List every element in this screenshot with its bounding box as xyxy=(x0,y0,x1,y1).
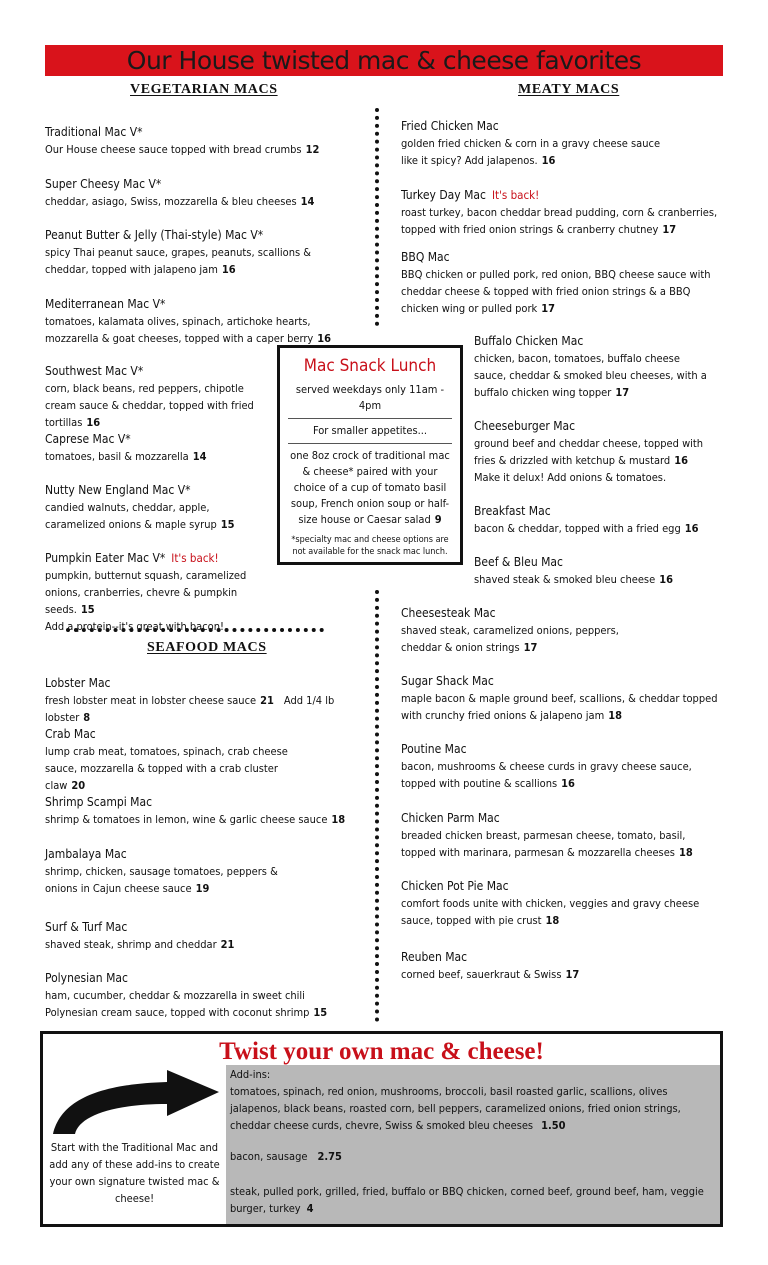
menu-item xyxy=(401,118,661,169)
item-desc: ground beef and cheddar cheese, topped with fries & drizzled with ketchup & mustard xyxy=(474,437,704,467)
menu-item xyxy=(45,296,350,347)
snack-lunch-box xyxy=(277,345,463,565)
item-name: Sugar Shack Mac xyxy=(401,674,494,688)
item-price: 21 xyxy=(220,938,235,951)
dotted-divider xyxy=(375,108,379,326)
item-name: Reuben Mac xyxy=(401,950,468,964)
item-name: Lobster Mac xyxy=(45,676,111,690)
item-price: 15 xyxy=(313,1006,328,1019)
item-price: 16 xyxy=(561,777,575,790)
addins-group-1: tomatoes, spinach, red onion, mushrooms, broccoli, basil roasted garlic, scallions, olives jalapenos, black beans, roasted corn, bell peppers, caramelized onions, fried onion strings, cheddar cheese curds, chevre, Swiss & smoked bleu cheeses xyxy=(230,1085,681,1132)
item-price: 17 xyxy=(615,386,630,399)
item-price: 17 xyxy=(662,223,677,236)
item-price: 20 xyxy=(71,779,86,792)
item-price: 21 xyxy=(260,694,274,707)
item-name: Jambalaya Mac xyxy=(45,847,127,861)
menu-item xyxy=(474,333,714,401)
item-desc: shaved steak, caramelized onions, peppers, cheddar & onion strings xyxy=(401,624,619,654)
item-price: 16 xyxy=(317,332,332,345)
snack-price: 9 xyxy=(434,513,442,526)
item-name: Pumpkin Eater Mac V* xyxy=(45,551,166,565)
item-name: Chicken Pot Pie Mac xyxy=(401,879,509,893)
item-desc: shaved steak, shrimp and cheddar xyxy=(45,938,217,951)
item-name: Turkey Day Mac xyxy=(401,188,486,202)
item-name: Fried Chicken Mac xyxy=(401,119,499,133)
item-name: Cheesesteak Mac xyxy=(401,606,496,620)
menu-item xyxy=(45,675,365,726)
item-name: BBQ Mac xyxy=(401,250,450,264)
arrow-icon xyxy=(49,1066,223,1136)
item-extra: Make it delux! Add onions & tomatoes. xyxy=(474,471,667,484)
menu-item xyxy=(45,846,305,897)
menu-banner: Our House twisted mac & cheese favorites xyxy=(45,45,723,76)
item-name: Beef & Bleu Mac xyxy=(474,555,563,569)
item-desc: roast turkey, bacon cheddar bread pudding, corn & cranberries, topped with fried onion strings & cranberry chutney xyxy=(401,206,718,236)
item-name: Chicken Parm Mac xyxy=(401,811,500,825)
item-desc: spicy Thai peanut sauce, grapes, peanuts, scallions & cheddar, topped with jalapeno jam xyxy=(45,246,312,276)
snack-desc: one 8oz crock of traditional mac & cheese* paired with your choice of a cup of tomato basil soup, French onion soup or half-size house or Caesar salad xyxy=(290,449,450,526)
menu-item xyxy=(45,550,275,635)
item-price: 15 xyxy=(80,603,95,616)
item-price: 16 xyxy=(684,522,699,535)
menu-item xyxy=(401,673,723,724)
item-desc: lump crab meat, tomatoes, spinach, crab cheese sauce, mozzarella & topped with a crab cluster claw xyxy=(45,745,288,792)
item-price: 16 xyxy=(221,263,236,276)
menu-item xyxy=(45,970,350,1021)
divider xyxy=(288,443,452,444)
item-price: 16 xyxy=(541,154,556,167)
item-desc: comfort foods unite with chicken, veggies and gravy cheese sauce, topped with pie crust xyxy=(401,897,700,927)
addins-group-1-price: 1.50 xyxy=(541,1119,566,1132)
menu-item xyxy=(401,810,723,861)
item-price: 18 xyxy=(678,846,693,859)
item-price: 18 xyxy=(545,914,560,927)
item-desc: bacon, mushrooms & cheese curds in gravy cheese sauce, topped with poutine & scallions xyxy=(401,760,692,790)
divider xyxy=(288,418,452,419)
item-name: Southwest Mac V* xyxy=(45,364,144,378)
its-back-tag: It's back! xyxy=(491,188,540,202)
menu-item xyxy=(45,176,345,210)
item-price: 18 xyxy=(331,813,346,826)
addins-group-3-price: 4 xyxy=(306,1202,314,1215)
menu-item xyxy=(45,227,340,278)
menu-item xyxy=(474,503,723,537)
menu-item xyxy=(401,949,723,983)
item-price: 16 xyxy=(659,573,673,586)
twist-instructions: Start with the Traditional Mac and add any of these add-ins to create your own signature twisted mac & cheese! xyxy=(49,1141,220,1205)
snack-note: *specialty mac and cheese options are not available for the snack mac lunch. xyxy=(291,535,449,557)
menu-item xyxy=(401,741,701,792)
item-desc: shrimp, chicken, sausage tomatoes, peppers & onions in Cajun cheese sauce xyxy=(45,865,278,895)
menu-item xyxy=(45,726,315,794)
dotted-divider xyxy=(66,628,324,632)
item-addon: Add 1/4 lb lobster xyxy=(45,694,335,724)
item-desc: chicken, bacon, tomatoes, buffalo cheese sauce, cheddar & smoked bleu cheeses, with a buffalo chicken wing topper xyxy=(474,352,707,399)
item-desc: corn, black beans, red peppers, chipotle cream sauce & cheddar, topped with fried tortillas xyxy=(45,382,254,429)
dotted-divider xyxy=(375,590,379,1022)
item-desc: maple bacon & maple ground beef, scallions, & cheddar topped with crunchy fried onions & jalapeno jam xyxy=(401,692,718,722)
item-desc: candied walnuts, cheddar, apple, caramelized onions & maple syrup xyxy=(45,501,217,531)
seafood-heading: SEAFOOD MACS xyxy=(147,640,267,655)
item-desc: BBQ chicken or pulled pork, red onion, BBQ cheese sauce with cheddar cheese & topped with fried onion strings & a BBQ chicken wing or pulled pork xyxy=(401,268,711,315)
menu-item xyxy=(474,554,723,588)
addon-price: 8 xyxy=(83,711,91,724)
item-extra: Add a protein--it's great with bacon! xyxy=(45,620,224,633)
addins-group-2: bacon, sausage xyxy=(230,1150,308,1163)
item-price: 19 xyxy=(195,882,210,895)
addins-label: Add-ins: xyxy=(230,1068,271,1081)
addins-panel xyxy=(226,1065,720,1224)
item-price: 16 xyxy=(674,454,688,467)
menu-item xyxy=(474,418,723,486)
item-price: 12 xyxy=(305,143,320,156)
item-desc: bacon & cheddar, topped with a fried egg xyxy=(474,522,681,535)
item-price: 17 xyxy=(523,641,538,654)
item-price: 17 xyxy=(541,302,556,315)
item-name: Cheeseburger Mac xyxy=(474,419,576,433)
item-desc: ham, cucumber, cheddar & mozzarella in sweet chili Polynesian cream sauce, topped with coconut shrimp xyxy=(45,989,310,1019)
item-desc: Our House cheese sauce topped with bread crumbs xyxy=(45,143,302,156)
vegetarian-heading: VEGETARIAN MACS xyxy=(130,82,278,97)
menu-item xyxy=(401,187,723,238)
item-price: 14 xyxy=(192,450,207,463)
snack-subtitle: For smaller appetites... xyxy=(312,424,428,437)
its-back-tag: It's back! xyxy=(171,551,219,565)
item-price: 16 xyxy=(86,416,101,429)
menu-item xyxy=(401,605,661,656)
menu-item xyxy=(45,919,345,953)
item-name: Mediterranean Mac V* xyxy=(45,297,166,311)
menu-item xyxy=(401,878,723,929)
item-name: Breakfast Mac xyxy=(474,504,551,518)
item-name: Caprese Mac V* xyxy=(45,432,131,446)
item-name: Poutine Mac xyxy=(401,742,467,756)
item-name: Crab Mac xyxy=(45,727,96,741)
meaty-heading: MEATY MACS xyxy=(518,82,620,97)
item-price: 14 xyxy=(300,195,315,208)
item-name: Traditional Mac V* xyxy=(45,125,143,139)
item-price: 15 xyxy=(220,518,235,531)
item-price: 17 xyxy=(565,968,580,981)
snack-hours: served weekdays only 11am - 4pm xyxy=(295,383,445,412)
item-desc: corned beef, sauerkraut & Swiss xyxy=(401,968,562,981)
snack-title: Mac Snack Lunch xyxy=(303,356,437,376)
menu-item xyxy=(45,363,275,431)
item-desc: pumpkin, butternut squash, caramelized onions, cranberries, chevre & pumpkin seeds. xyxy=(45,569,247,616)
item-name: Polynesian Mac xyxy=(45,971,128,985)
addins-group-2-price: 2.75 xyxy=(317,1150,342,1163)
item-name: Buffalo Chicken Mac xyxy=(474,334,584,348)
menu-item xyxy=(45,124,345,158)
item-desc: shaved steak & smoked bleu cheese xyxy=(474,573,656,586)
item-desc: breaded chicken breast, parmesan cheese, tomato, basil, topped with marinara, parmesan & mozzarella cheeses xyxy=(401,829,686,859)
item-name: Nutty New England Mac V* xyxy=(45,483,191,497)
item-name: Shrimp Scampi Mac xyxy=(45,795,153,809)
twist-box xyxy=(40,1031,723,1227)
twist-title: Twist your own mac & cheese! xyxy=(219,1038,544,1065)
item-desc: tomatoes, kalamata olives, spinach, artichoke hearts, mozzarella & goat cheeses, topped with a caper berry xyxy=(45,315,314,345)
item-name: Super Cheesy Mac V* xyxy=(45,177,162,191)
menu-item xyxy=(45,431,275,465)
item-desc: tomatoes, basil & mozzarella xyxy=(45,450,189,463)
menu-item xyxy=(45,794,365,828)
item-desc: shrimp & tomatoes in lemon, wine & garlic cheese sauce xyxy=(45,813,328,826)
item-desc: cheddar, asiago, Swiss, mozzarella & bleu cheeses xyxy=(45,195,297,208)
addins-group-3: steak, pulled pork, grilled, fried, buffalo or BBQ chicken, corned beef, ground beef, ham, veggie burger, turkey xyxy=(230,1185,704,1215)
item-name: Peanut Butter & Jelly (Thai-style) Mac V* xyxy=(45,228,264,242)
menu-item xyxy=(45,482,267,533)
item-desc: golden fried chicken & corn in a gravy cheese sauce like it spicy? Add jalapenos. xyxy=(401,137,661,167)
item-desc: fresh lobster meat in lobster cheese sauce xyxy=(45,694,257,707)
item-price: 18 xyxy=(608,709,622,722)
menu-item xyxy=(401,249,723,317)
item-name: Surf & Turf Mac xyxy=(45,920,128,934)
